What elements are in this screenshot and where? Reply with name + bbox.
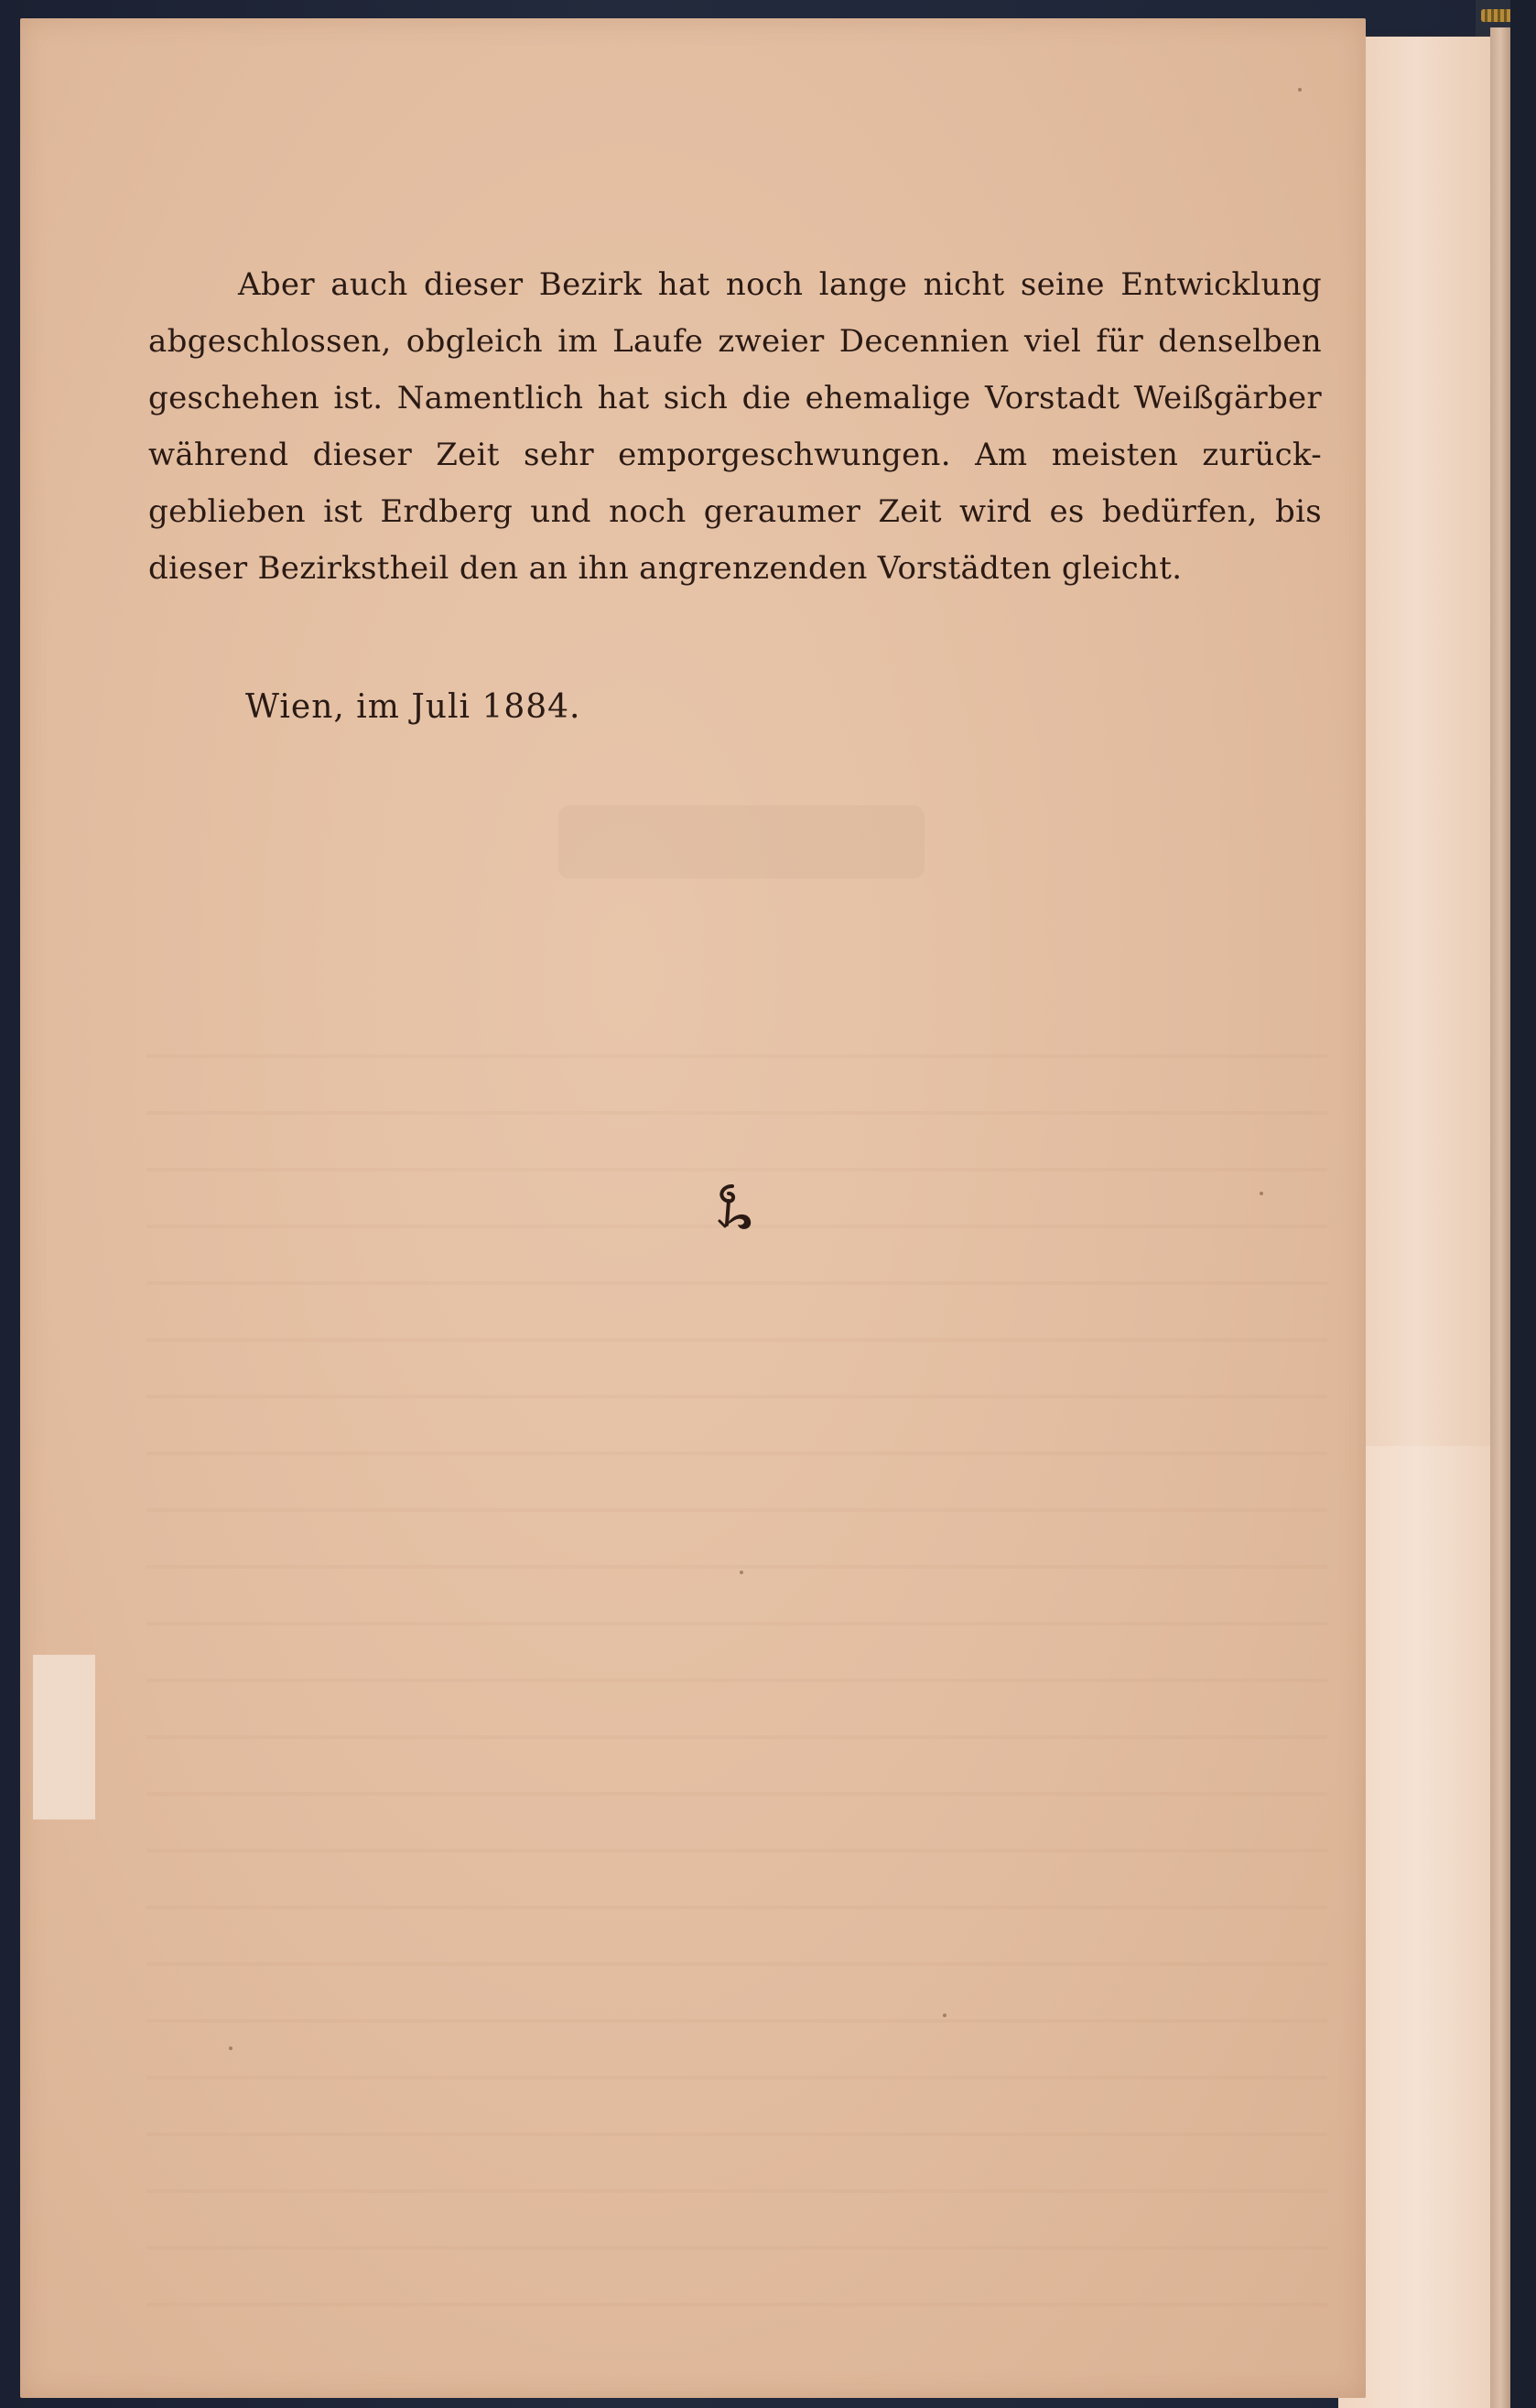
paragraph-line: dieser Bezirkstheil den an ihn angrenzenden Vorstädten gleicht. <box>148 550 1183 587</box>
main-paragraph <box>148 256 1322 597</box>
paragraph-line: geschehen ist. Namentlich hat sich die ehemalige Vorstadt Weißgärber <box>148 380 1322 416</box>
fleuron-icon <box>712 1181 758 1236</box>
paper-speck <box>943 2014 946 2017</box>
book-spine <box>1510 0 1536 2408</box>
paper-speck <box>1260 1192 1263 1195</box>
bleed-through-heading <box>558 805 925 879</box>
paper-speck <box>1298 88 1302 92</box>
paper-tab <box>33 1655 95 1819</box>
paper-speck <box>229 2046 233 2050</box>
paragraph-line: Aber auch dieser Bezirk hat noch lange nicht seine Entwicklung <box>238 266 1322 303</box>
paper-speck <box>740 1571 743 1574</box>
paragraph-line: geblieben ist Erdberg und noch geraumer Zeit wird es bedürfen, bis <box>148 493 1322 530</box>
place-date-signature: Wien, im Juli 1884. <box>245 688 581 726</box>
paragraph-line: während dieser Zeit sehr emporgeschwungen. Am meisten zurück- <box>148 437 1322 473</box>
paragraph-line: abgeschlossen, obgleich im Laufe zweier Decennien viel für denselben <box>148 323 1322 360</box>
binding-strip <box>1490 27 1510 2408</box>
